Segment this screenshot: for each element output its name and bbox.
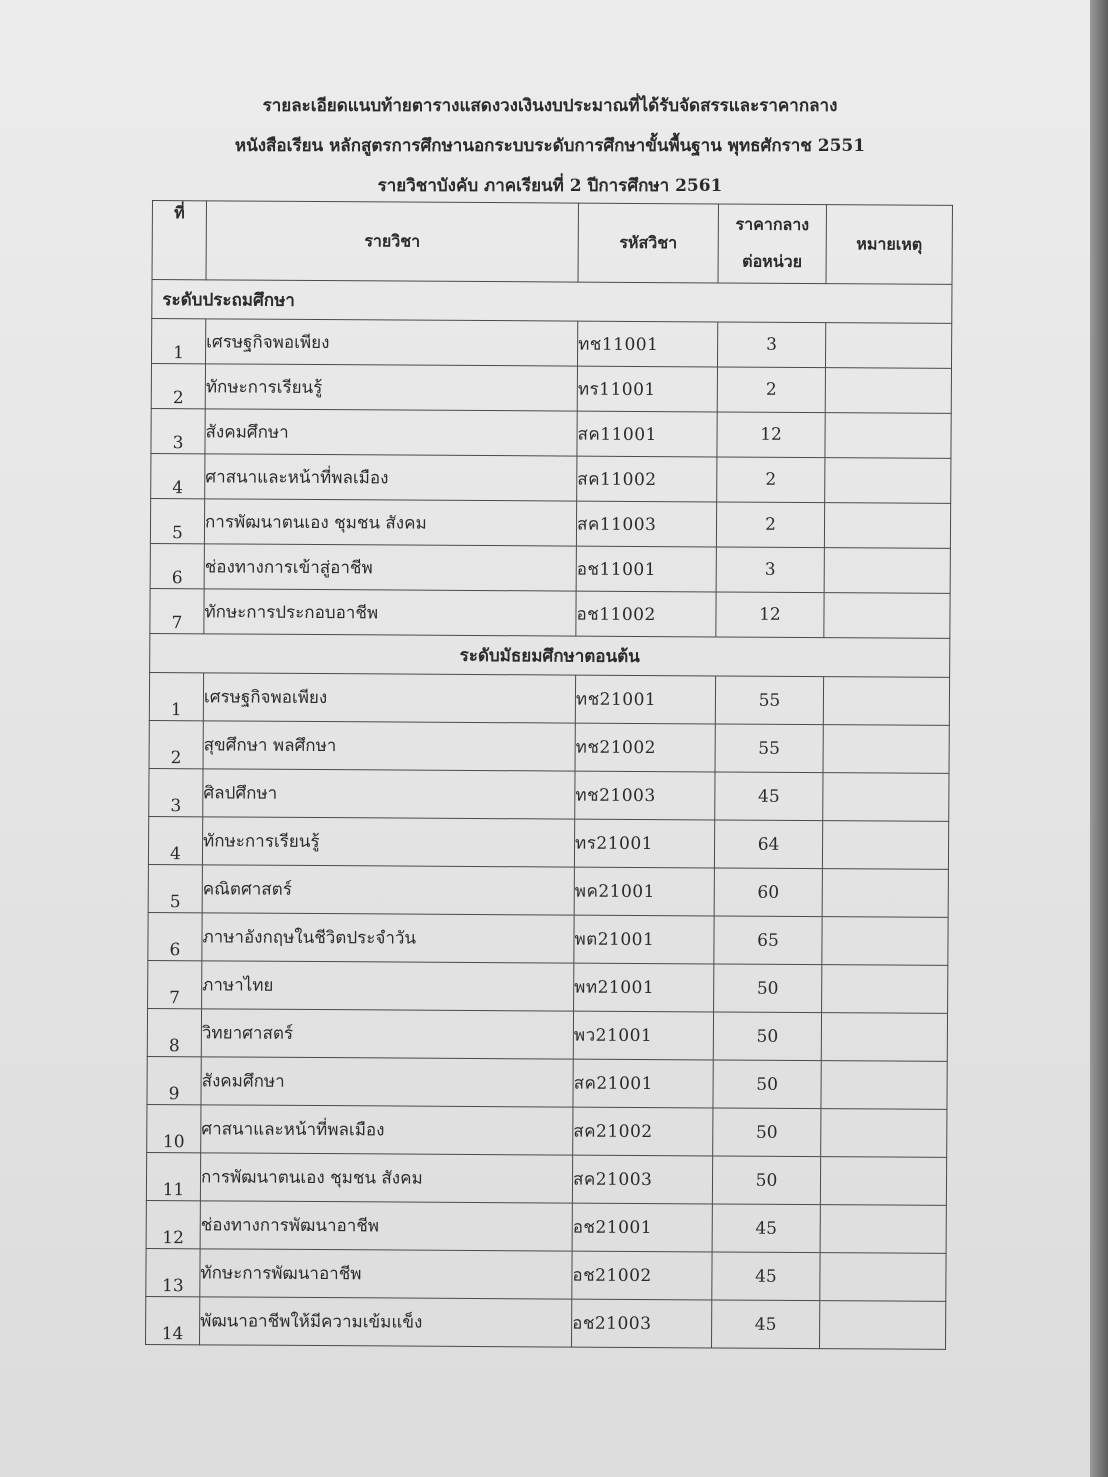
- row-note: [825, 368, 951, 414]
- row-note: [822, 821, 948, 870]
- unit-price: 55: [715, 724, 823, 773]
- subject-name: สังคมศึกษา: [205, 409, 577, 456]
- row-note: [821, 1109, 947, 1158]
- table-header-row: [152, 201, 952, 285]
- section-header-row: [152, 280, 952, 324]
- subject-name: ศาสนาและหน้าที่พลเมือง: [205, 454, 577, 501]
- row-note: [820, 1205, 946, 1254]
- header-price-line-1: ราคากลาง: [735, 214, 810, 235]
- table-row: [146, 1152, 946, 1205]
- table-row: [150, 498, 950, 548]
- subject-code: ทช21001: [575, 675, 715, 724]
- row-number: 12: [146, 1200, 200, 1248]
- subject-code: อช21001: [572, 1203, 712, 1252]
- table-row: [147, 1056, 947, 1109]
- row-number: 3: [149, 768, 203, 816]
- section-title: ระดับประถมศึกษา: [152, 280, 952, 324]
- unit-price: 50: [712, 1156, 820, 1205]
- unit-price: 50: [713, 1060, 821, 1109]
- row-number: 4: [148, 816, 202, 864]
- budget-price-table: [145, 200, 953, 1350]
- table-row: [148, 816, 948, 869]
- subject-name: ทักษะการเรียนรู้: [205, 364, 577, 411]
- row-note: [824, 503, 950, 549]
- subject-code: สค21002: [573, 1107, 713, 1156]
- header-code: รหัสวิชา: [578, 203, 718, 283]
- header-price-line-2: ต่อหน่วย: [742, 251, 803, 271]
- subject-name: ช่องทางการพัฒนาอาชีพ: [200, 1201, 572, 1251]
- row-note: [823, 725, 949, 774]
- subject-name: เศรษฐกิจพอเพียง: [206, 319, 578, 366]
- unit-price: 45: [715, 772, 823, 821]
- subject-code: อช11002: [576, 591, 716, 637]
- section-header-row: [150, 633, 950, 677]
- subject-code: พค21001: [574, 867, 714, 916]
- table-row: [151, 364, 951, 414]
- row-note: [821, 1013, 947, 1062]
- unit-price: 60: [714, 868, 822, 917]
- subject-code: สค21003: [572, 1155, 712, 1204]
- subject-name: ภาษาไทย: [202, 961, 574, 1011]
- row-number: 6: [150, 543, 204, 588]
- row-number: 2: [151, 364, 205, 409]
- unit-price: 45: [712, 1204, 820, 1253]
- header-price: [718, 204, 826, 284]
- row-number: 5: [148, 864, 202, 912]
- table-row: [148, 912, 948, 965]
- row-number: 7: [150, 588, 204, 633]
- subject-code: พท21001: [574, 963, 714, 1012]
- table-row: [150, 588, 950, 638]
- subject-name: พัฒนาอาชีพให้มีความเข้มแข็ง: [200, 1297, 572, 1347]
- table-row: [147, 1008, 947, 1061]
- subject-code: สค21001: [573, 1059, 713, 1108]
- row-number: 4: [151, 453, 205, 498]
- subject-code: ทร21001: [574, 819, 714, 868]
- row-note: [825, 413, 951, 459]
- header-no: ที่: [152, 201, 206, 280]
- row-note: [824, 593, 950, 639]
- unit-price: 65: [714, 916, 822, 965]
- unit-price: 64: [714, 820, 822, 869]
- table-row: [148, 960, 948, 1013]
- header-subject: รายวิชา: [206, 201, 578, 282]
- row-note: [822, 917, 948, 966]
- row-number: 9: [147, 1056, 201, 1104]
- table-row: [151, 408, 951, 458]
- row-note: [819, 1301, 945, 1350]
- subject-code: อช21003: [572, 1299, 712, 1348]
- row-number: 14: [146, 1296, 200, 1344]
- row-number: 5: [150, 498, 204, 543]
- unit-price: 50: [713, 1012, 821, 1061]
- unit-price: 12: [717, 412, 825, 458]
- page-edge-shadow: [1090, 0, 1108, 1477]
- document-title-line-2: หนังสือเรียน หลักสูตรการศึกษานอกระบบระดับการศึกษาขั้นพื้นฐาน พุทธศักราช 2551: [234, 136, 866, 156]
- row-note: [824, 548, 950, 594]
- row-number: 2: [149, 720, 203, 768]
- subject-name: ทักษะการพัฒนาอาชีพ: [200, 1249, 572, 1299]
- row-note: [822, 869, 948, 918]
- unit-price: 2: [716, 502, 824, 548]
- subject-name: คณิตศาสตร์: [202, 865, 574, 915]
- row-number: 1: [152, 319, 206, 364]
- subject-name: สังคมศึกษา: [201, 1057, 573, 1107]
- table-row: [151, 453, 951, 503]
- subject-name: สุขศึกษา พลศึกษา: [203, 721, 575, 771]
- row-note: [823, 677, 949, 726]
- table-row: [149, 768, 949, 821]
- table-row: [146, 1200, 946, 1253]
- subject-code: อช11001: [576, 546, 716, 592]
- subject-name: การพัฒนาตนเอง ชุมชน สังคม: [204, 499, 576, 546]
- row-note: [821, 1061, 947, 1110]
- table-body: [146, 280, 952, 1350]
- subject-name: การพัฒนาตนเอง ชุมชน สังคม: [200, 1153, 572, 1203]
- subject-code: พต21001: [574, 915, 714, 964]
- unit-price: 50: [713, 1108, 821, 1157]
- subject-name: ภาษาอังกฤษในชีวิตประจำวัน: [202, 913, 574, 963]
- subject-code: พว21001: [573, 1011, 713, 1060]
- subject-code: สค11002: [577, 456, 717, 502]
- row-number: 10: [147, 1104, 201, 1152]
- unit-price: 3: [717, 322, 825, 368]
- table-row: [147, 1104, 947, 1157]
- table-row: [148, 864, 948, 917]
- table-row: [149, 720, 949, 773]
- subject-name: ทักษะการเรียนรู้: [202, 817, 574, 867]
- subject-name: ทักษะการประกอบอาชีพ: [204, 589, 576, 636]
- row-number: 8: [147, 1008, 201, 1056]
- section-title: ระดับมัธยมศึกษาตอนต้น: [150, 633, 950, 677]
- subject-code: ทช11001: [577, 321, 717, 367]
- subject-code: ทช21003: [575, 771, 715, 820]
- subject-code: สค11003: [576, 501, 716, 547]
- subject-code: อช21002: [572, 1251, 712, 1300]
- subject-code: ทช21002: [575, 723, 715, 772]
- row-number: 3: [151, 408, 205, 453]
- row-note: [820, 1157, 946, 1206]
- unit-price: 2: [717, 367, 825, 413]
- table-row: [146, 1296, 946, 1349]
- row-number: 1: [149, 672, 203, 720]
- row-number: 11: [146, 1152, 200, 1200]
- unit-price: 2: [717, 457, 825, 503]
- subject-code: สค11001: [577, 411, 717, 457]
- document-title-line-1: รายละเอียดแนบท้ายตารางแสดงวงเงินงบประมาณที่ได้รับจัดสรรและราคากลาง: [262, 96, 838, 116]
- row-note: [820, 1253, 946, 1302]
- subject-name: เศรษฐกิจพอเพียง: [203, 673, 575, 723]
- unit-price: 45: [711, 1300, 819, 1349]
- row-note: [825, 458, 951, 504]
- subject-name: ช่องทางการเข้าสู่อาชีพ: [204, 544, 576, 591]
- subject-code: ทร11001: [577, 366, 717, 412]
- document-title-line-3: รายวิชาบังคับ ภาคเรียนที่ 2 ปีการศึกษา 2561: [377, 176, 723, 196]
- row-number: 6: [148, 912, 202, 960]
- table-row: [152, 319, 952, 369]
- unit-price: 45: [712, 1252, 820, 1301]
- table-row: [149, 672, 949, 725]
- header-note: หมายเหตุ: [826, 205, 952, 285]
- table-row: [146, 1248, 946, 1301]
- row-number: 13: [146, 1248, 200, 1296]
- unit-price: 50: [714, 964, 822, 1013]
- subject-name: วิทยาศาสตร์: [201, 1009, 573, 1059]
- table-row: [150, 543, 950, 593]
- unit-price: 3: [716, 547, 824, 593]
- row-note: [825, 323, 951, 369]
- row-number: 7: [148, 960, 202, 1008]
- subject-name: ศาสนาและหน้าที่พลเมือง: [201, 1105, 573, 1155]
- row-note: [823, 773, 949, 822]
- row-note: [822, 965, 948, 1014]
- subject-name: ศิลปศึกษา: [203, 769, 575, 819]
- unit-price: 55: [715, 676, 823, 725]
- unit-price: 12: [716, 592, 824, 638]
